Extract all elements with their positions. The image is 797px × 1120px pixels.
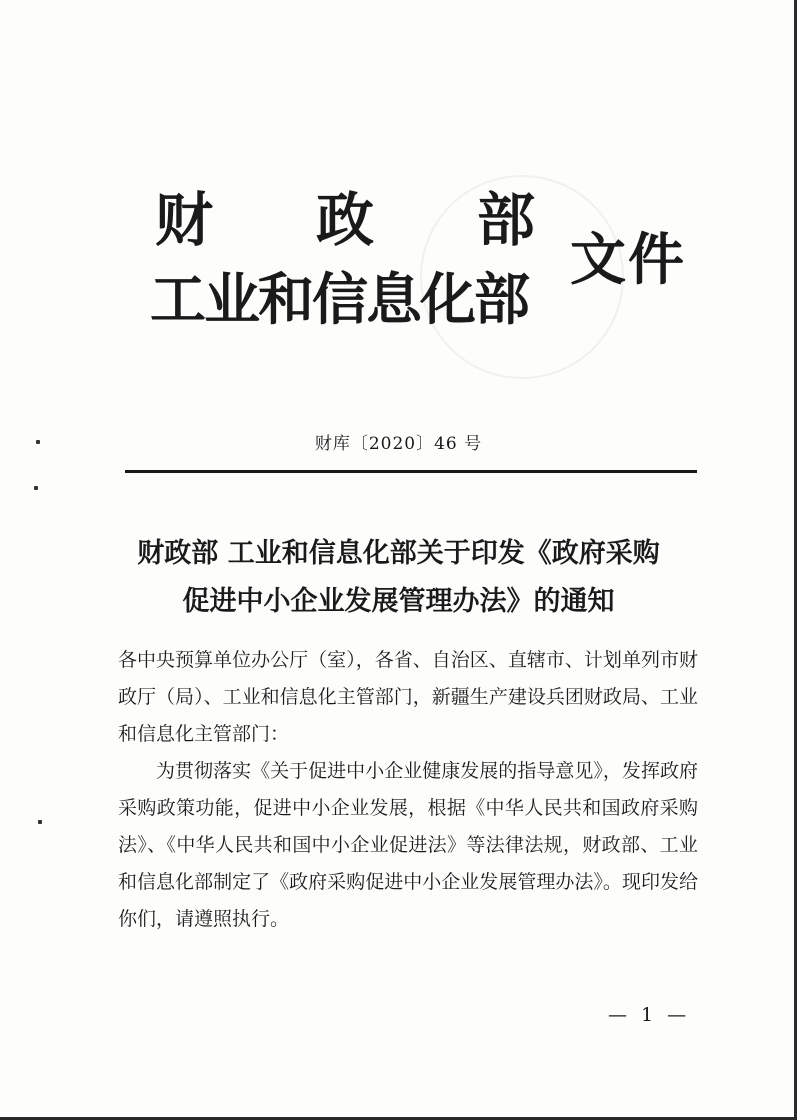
document-body	[118, 642, 698, 938]
title-line-1: 财政部 工业和信息化部关于印发《政府采购	[137, 538, 660, 569]
header-char: 政	[315, 186, 374, 254]
document-number: 财库〔2020〕46 号	[314, 434, 483, 454]
header-char: 财	[155, 186, 214, 254]
title-line-2: 促进中小企业发展管理办法》的通知	[182, 586, 615, 617]
header-divider	[125, 470, 697, 473]
page-number: — 1 —	[608, 1004, 691, 1026]
scan-speck	[34, 486, 38, 490]
issuing-org-ministry-of-finance	[155, 185, 535, 255]
document-header	[150, 185, 710, 345]
document-title	[0, 530, 797, 626]
scan-speck	[38, 820, 42, 824]
issuing-org-miit: 工业和信息化部	[150, 267, 528, 333]
body-paragraph: 为贯彻落实《关于促进中小企业健康发展的指导意见》，发挥政府采购政策功能，促进中小企业发展，根据《中华人民共和国政府采购法》、《中华人民共和国中小企业促进法》等法律法规，财政部、工业和信息化部制定了《政府采购促进中小企业发展管理办法》。现印发给你们，请遵照执行。	[118, 760, 698, 930]
header-char: 部	[476, 186, 535, 254]
header-suffix: 文件	[570, 227, 686, 293]
recipients-paragraph: 各中央预算单位办公厅（室），各省、自治区、直辖市、计划单列市财政厅（局）、工业和信息化主管部门，新疆生产建设兵团财政局、工业和信息化主管部门：	[118, 649, 698, 745]
